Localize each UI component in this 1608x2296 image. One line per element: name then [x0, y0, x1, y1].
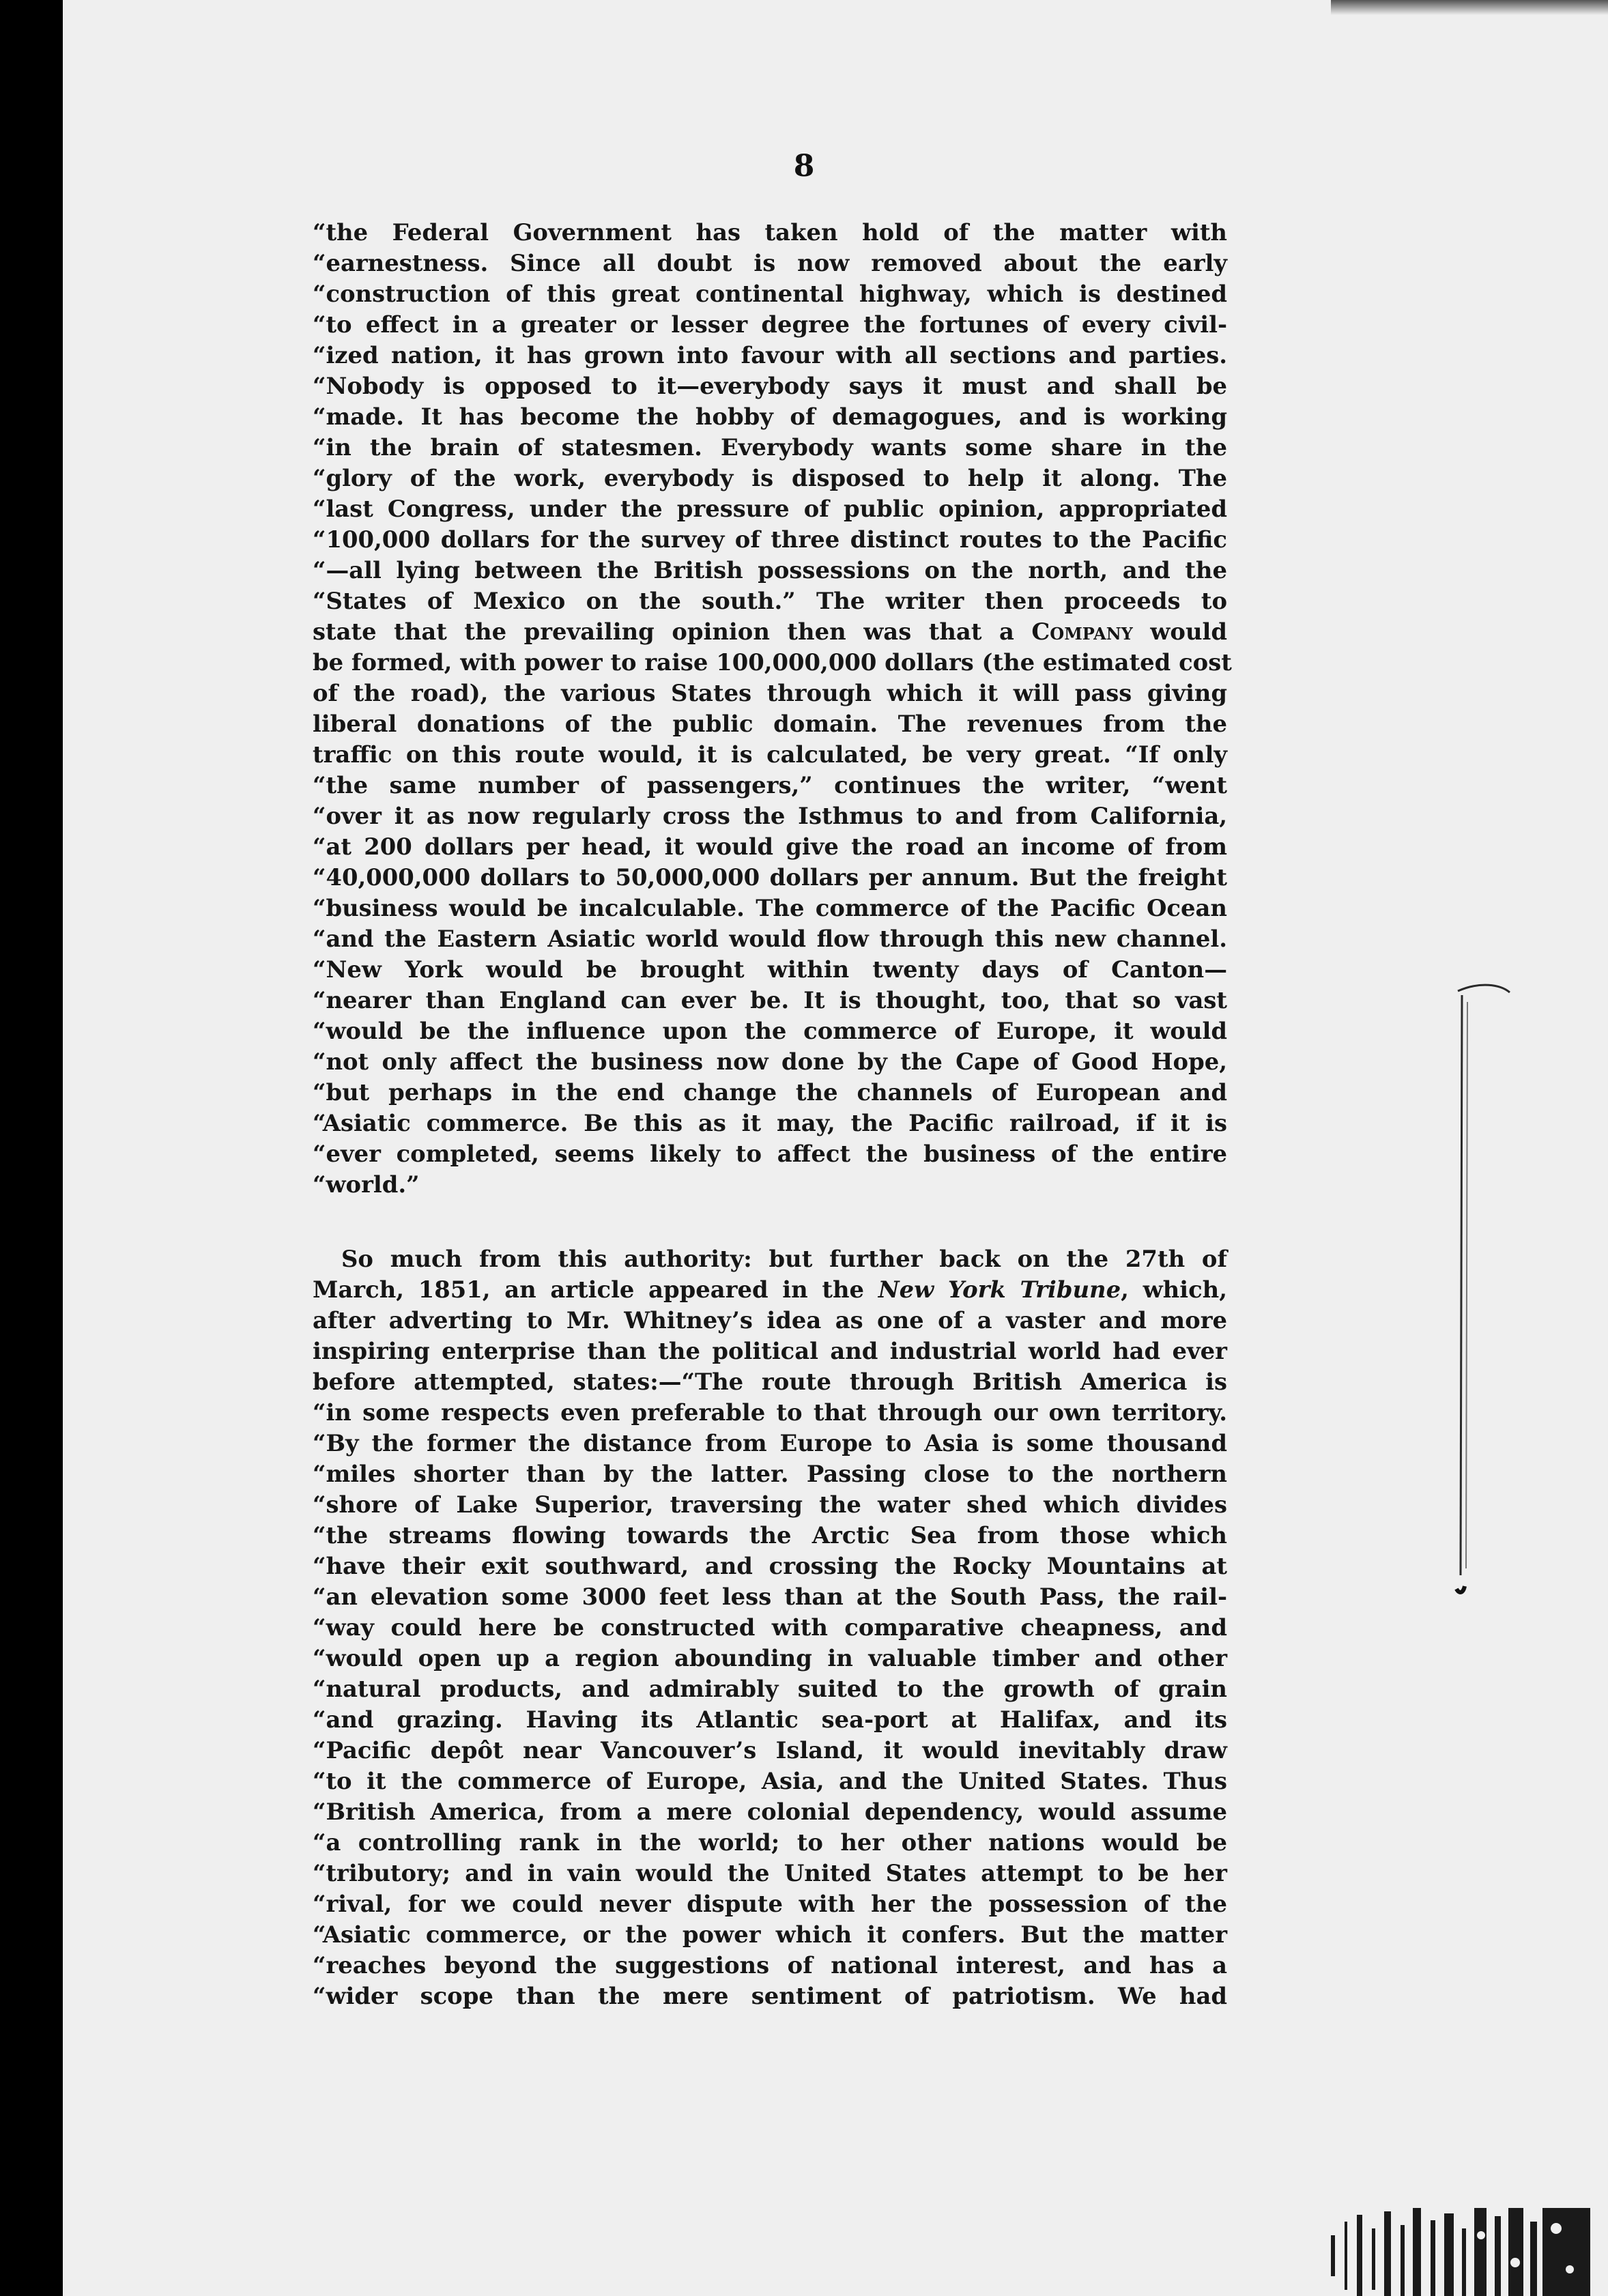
- text-line: “miles shorter than by the latter. Passing close to the northern: [313, 1460, 1227, 1487]
- paragraph-gap: [313, 1200, 1227, 1244]
- text-line: “States of Mexico on the south.” The writer then proceeds to: [313, 587, 1227, 614]
- text-line: “to it the commerce of Europe, Asia, and the United States. Thus: [313, 1767, 1227, 1794]
- text-line: “world.”: [313, 1171, 420, 1198]
- text-line: “in some respects even preferable to that through our own territory.: [313, 1398, 1227, 1426]
- small-caps-word: Company: [1031, 618, 1133, 645]
- body-text: [313, 217, 1232, 2011]
- text-line: “Nobody is opposed to it—everybody says it must and shall be: [313, 372, 1227, 399]
- text-line: “tributory; and in vain would the United States attempt to be her: [313, 1859, 1227, 1886]
- text-line: “the streams flowing towards the Arctic Sea from those which: [313, 1521, 1227, 1549]
- text-line: “Asiatic commerce. Be this as it may, the Pacific railroad, if it is: [313, 1109, 1227, 1136]
- text-line: “nearer than England can ever be. It is thought, too, that so vast: [313, 986, 1227, 1014]
- text-run: state that the prevailing opinion then was that a: [313, 618, 1032, 645]
- paragraph-2-continuation: [313, 1305, 1227, 2011]
- text-line: “New York would be brought within twenty days of Canton—: [313, 956, 1227, 983]
- text-line: before attempted, states:—“The route through British America is: [313, 1368, 1227, 1395]
- text-line: “an elevation some 3000 feet less than at the South Pass, the rail-: [313, 1583, 1227, 1610]
- text-run: March, 1851, an article appeared in the: [313, 1276, 878, 1303]
- text-line: “By the former the distance from Europe to Asia is some thousand: [313, 1429, 1227, 1456]
- text-line: “in the brain of statesmen. Everybody wants some share in the: [313, 433, 1227, 461]
- text-line: “to effect in a greater or lesser degree the fortunes of every civil-: [313, 311, 1227, 338]
- text-line: “would open up a region abounding in valuable timber and other: [313, 1644, 1227, 1671]
- margin-bracket-mark: [1452, 975, 1514, 1609]
- text-line: “but perhaps in the end change the channels of European and: [313, 1078, 1227, 1106]
- text-line: “business would be incalculable. The commerce of the Pacific Ocean: [313, 894, 1227, 921]
- newspaper-title: New York Tribune: [878, 1276, 1121, 1303]
- text-line: of the road), the various States through which it will pass giving: [313, 679, 1227, 706]
- text-line: liberal donations of the public domain. The revenues from the: [313, 710, 1227, 737]
- text-line: “100,000 dollars for the survey of three distinct routes to the Pacific: [313, 526, 1227, 553]
- text-line: “not only affect the business now done by the Cape of Good Hope,: [313, 1048, 1227, 1075]
- scan-top-edge-shadow: [1331, 0, 1608, 15]
- scan-edge-noise: [1317, 2208, 1590, 2296]
- text-line: “wider scope than the mere sentiment of patriotism. We had: [313, 1982, 1227, 2009]
- text-line: “40,000,000 dollars to 50,000,000 dollars per annum. But the freight: [313, 863, 1227, 891]
- paragraph-1-continuation: [313, 647, 1232, 1200]
- text-line: “last Congress, under the pressure of public opinion, appropriated: [313, 495, 1227, 522]
- text-line: [313, 616, 1227, 647]
- text-line: “earnestness. Since all doubt is now removed about the early: [313, 249, 1227, 276]
- text-line: “way could here be constructed with comparative cheapness, and: [313, 1613, 1227, 1641]
- text-line: traffic on this route would, it is calculated, be very great. “If only: [313, 741, 1227, 768]
- text-line: “at 200 dollars per head, it would give the road an income of from: [313, 833, 1227, 860]
- text-run: , which,: [1121, 1276, 1227, 1303]
- text-line: “made. It has become the hobby of demagogues, and is working: [313, 403, 1227, 430]
- text-line: “the same number of passengers,” continues the writer, “went: [313, 771, 1227, 799]
- paragraph-1: [313, 217, 1232, 1200]
- text-line: [313, 1274, 1227, 1305]
- text-line: “the Federal Government has taken hold of the matter with: [313, 218, 1227, 246]
- text-line: be formed, with power to raise 100,000,000 dollars (the estimated cost: [313, 648, 1232, 676]
- page-number: 8: [793, 149, 815, 184]
- text-line: “Asiatic commerce, or the power which it confers. But the matter: [313, 1921, 1227, 1948]
- text-line: “ever completed, seems likely to affect the business of the entire: [313, 1140, 1227, 1167]
- text-run: would: [1132, 618, 1227, 645]
- text-line: after adverting to Mr. Whitney’s idea as one of a vaster and more: [313, 1306, 1227, 1334]
- text-line: So much from this authority: but further back on the 27th of: [341, 1245, 1227, 1272]
- text-line: “a controlling rank in the world; to her other nations would be: [313, 1828, 1227, 1856]
- text-line: “have their exit southward, and crossing the Rocky Mountains at: [313, 1552, 1227, 1579]
- text-line: “construction of this great continental highway, which is destined: [313, 280, 1227, 307]
- text-line: “natural products, and admirably suited to the growth of grain: [313, 1675, 1227, 1702]
- text-line: “would be the influence upon the commerce of Europe, it would: [313, 1017, 1227, 1044]
- text-line: “rival, for we could never dispute with her the possession of the: [313, 1890, 1227, 1917]
- text-line: inspiring enterprise than the political and industrial world had ever: [313, 1337, 1227, 1364]
- text-line: “reaches beyond the suggestions of national interest, and has a: [313, 1951, 1227, 1979]
- text-line: “and grazing. Having its Atlantic sea-port at Halifax, and its: [313, 1706, 1227, 1733]
- text-line: “shore of Lake Superior, traversing the water shed which divides: [313, 1491, 1227, 1518]
- text-line: “ized nation, it has grown into favour with all sections and parties.: [313, 341, 1227, 369]
- text-line: “British America, from a mere colonial dependency, would assume: [313, 1798, 1227, 1825]
- text-line: “and the Eastern Asiatic world would flow through this new channel.: [313, 925, 1227, 952]
- quote-lines: [313, 217, 1227, 616]
- text-line: “Pacific depôt near Vancouver’s Island, it would inevitably draw: [313, 1736, 1227, 1764]
- text-line: “over it as now regularly cross the Isthmus to and from California,: [313, 802, 1227, 829]
- text-line: “—all lying between the British possessions on the north, and the: [313, 556, 1227, 584]
- paragraph-2: [313, 1244, 1227, 2011]
- text-line: “glory of the work, everybody is disposed to help it along. The: [313, 464, 1227, 491]
